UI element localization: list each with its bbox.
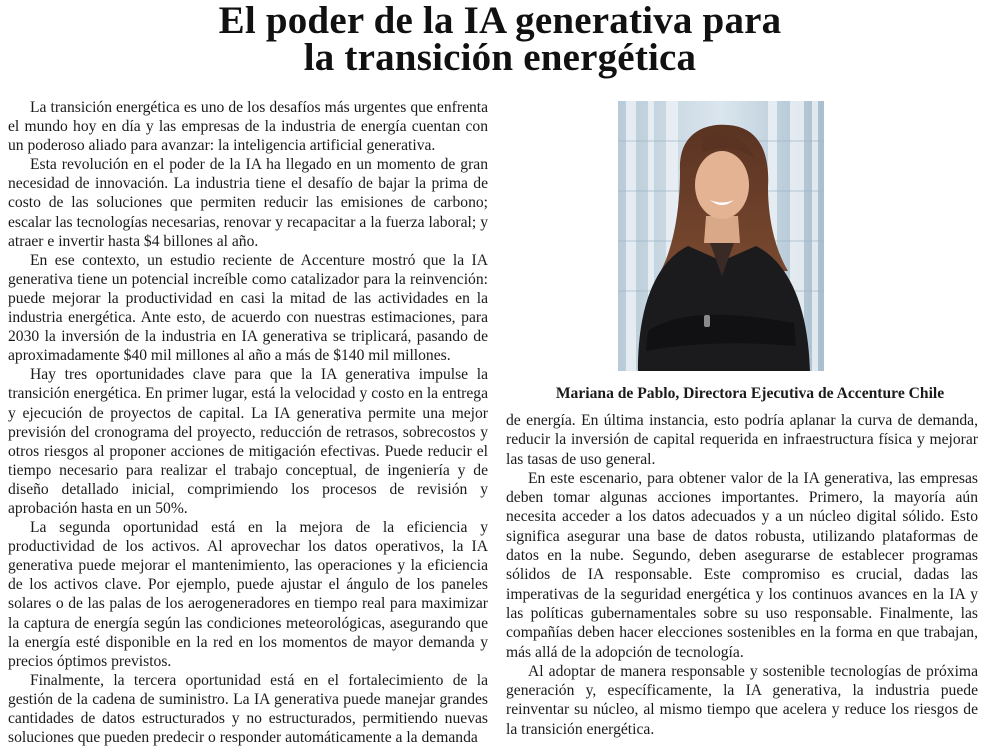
portrait-photo xyxy=(618,101,824,371)
title-line-2: la transición energética xyxy=(303,36,697,79)
title-line-1: El poder de la IA generativa para xyxy=(218,0,782,42)
paragraph: En ese contexto, un estudio reciente de Accenture mostró que la IA generativa tiene un potencial increíble como catalizador para la reinvención: puede mejorar la productividad en casi la mitad de las actividades en la industria energética. Ante esto, de acuerdo con nuestras estimaciones, para 2030 la inversión de la industria en IA generativa se triplicará, pasando de aproximadamente $40 mil millones al año a más de $140 mil millones. xyxy=(8,251,488,365)
paragraph-continuation: de energía. En última instancia, esto podría aplanar la curva de demanda, reducir la inversión de capital requerida en infraestructura física y mejorar las tasas de uso general. xyxy=(506,412,978,468)
paragraph: Finalmente, la tercera oportunidad está en el fortalecimiento de la gestión de la cadena de suministro. La IA generativa puede manejar grandes cantidades de datos estructurados y no estructurados, permitiendo nuevas soluciones que pueden predecir o responder automáticamente a la demanda xyxy=(8,671,488,747)
photo-caption: Mariana de Pablo, Directora Ejecutiva de Accenture Chile xyxy=(555,385,945,402)
left-column xyxy=(8,98,488,747)
paragraph: En este escenario, para obtener valor de la IA generativa, las empresas deben tomar algunas acciones importantes. Primero, la mayoría aún necesita acceder a los datos adecuados y a un núcleo digital sólido. Esto significa asegurar una base de datos robusta, utilizando plataformas de datos en la nube. Segundo, deben asegurarse de establecer programas sólidos de IA responsable. Este compromiso es crucial, dadas las imperativas de la seguridad energética y los continuos avances en la IA y las políticas gubernamentales sobre su uso responsable. Finalmente, las compañías deben hacer elecciones sostenibles en la forma en que trabajan, más allá de la adopción de tecnología. xyxy=(506,469,978,661)
paragraph: Hay tres oportunidades clave para que la IA generativa impulse la transición energética. En primer lugar, está la velocidad y costo en la entrega y ejecución de proyectos de capital. La IA generativa permite una mejor previsión del cronograma del proyecto, reducción de retrasos, sobrecostos y otros riesgos al proponer acciones de mitigación efectivas. Puede reducir el tiempo necesario para realizar el trabajo conceptual, de ingeniería y de diseño detallado inicial, comprimiendo los procesos de revisión y aprobación hasta en un 50%. xyxy=(8,366,488,517)
paragraph: Esta revolución en el poder de la IA ha llegado en un momento de gran necesidad de innovación. La industria tiene el desafío de bajar la prima de costo de las soluciones que permiten reducir las emisiones de carbono; escalar las tecnologías necesarias, renovar y recapacitar a la fuerza laboral; y atraer e invertir hasta $4 billones al año. xyxy=(8,156,488,250)
paragraph: La segunda oportunidad está en la mejora de la eficiencia y productividad de los activos. Al aprovechar los datos operativos, la IA generativa puede mejorar el mantenimiento, las operaciones y la eficiencia de los activos clave. Por ejemplo, puede ajustar el ángulo de los paneles solares o de las palas de los aerogeneradores en tiempo real para maximizar la captura de energía según las condiciones meteorológicas, asegurando que la energía esté disponible en la red en los momentos de mayor demanda y precios óptimos previstos. xyxy=(8,519,488,670)
right-column xyxy=(506,411,978,739)
paragraph: Al adoptar de manera responsable y sostenible tecnologías de próxima generación y, específicamente, la IA generativa, la industria puede reinventar su núcleo, al mismo tiempo que acelera y reduce los riesgos de la transición energética. xyxy=(506,662,978,738)
article-title xyxy=(0,0,1000,79)
paragraph: La transición energética es uno de los desafíos más urgentes que enfrenta el mundo hoy en día y las empresas de la industria de energía cuentan con un poderoso aliado para avanzar: la inteligencia artificial generativa. xyxy=(8,99,488,155)
